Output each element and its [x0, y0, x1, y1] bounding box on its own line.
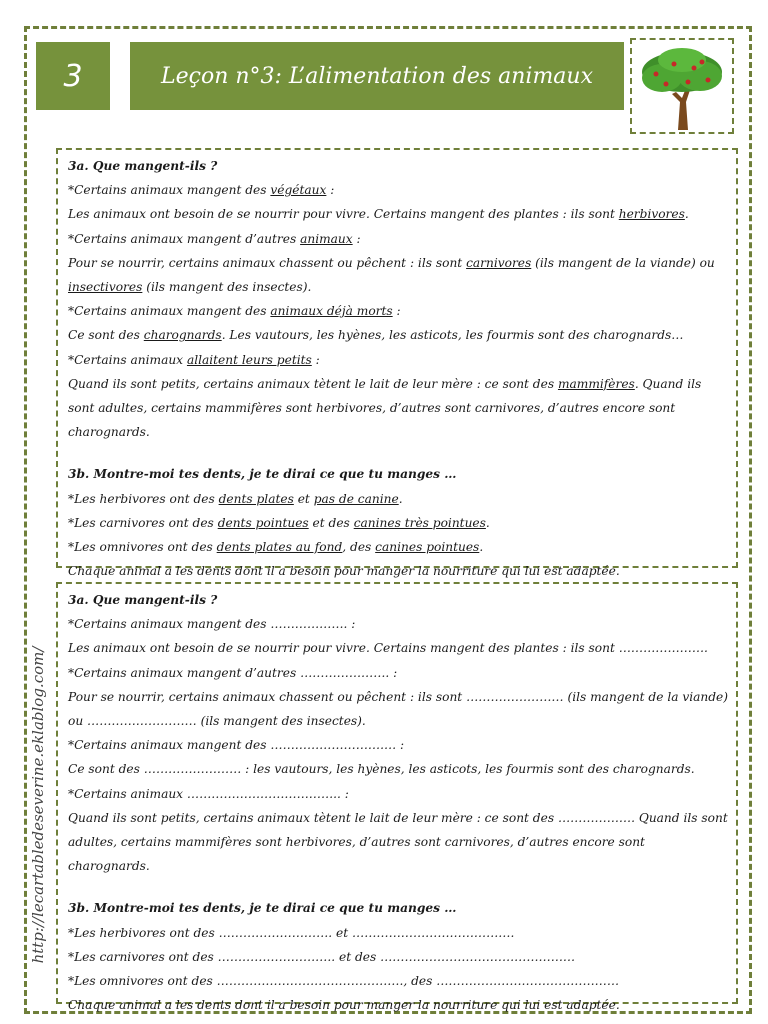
lesson-line-6: Ce sont des charognards. Les vautours, les hyènes, les asticots, les fourmis sont des charognards… [68, 328, 684, 343]
lesson-teeth-line-1: *Les herbivores ont des dents plates et pas de canine. [68, 491, 403, 506]
lesson-line-3: *Certains animaux mangent d’autres animaux : [68, 231, 361, 246]
exercise-panel [56, 582, 738, 1013]
exercise-teeth-line-1: *Les herbivores ont des ………………………. et …………………………………. [68, 925, 515, 940]
lesson-line-1: *Certains animaux mangent des végétaux : [68, 183, 335, 198]
apple-tree-icon [636, 44, 728, 130]
exercise-line-6: Ce sont des …………………… : les vautours, les hyènes, les asticots, les fourmis sont des charognards. [68, 762, 695, 777]
lesson-panel [56, 148, 738, 579]
exercise-line-4: Pour se nourrir, certains animaux chassent ou pêchent : ils sont …………………… (ils mangent de la viande) ou ……………………… (ils mangent des insectes). [68, 689, 729, 729]
lesson-teeth-line-2: *Les carnivores ont des dents pointues et des canines très pointues. [68, 515, 490, 530]
lesson-teeth-line-4: Chaque animal a les dents dont il a besoin pour manger la nourriture qui lui est adaptée. [68, 564, 620, 579]
exercise-line-8: Quand ils sont petits, certains animaux tètent le lait de leur mère : ce sont des ………………. Quand ils sont adultes, certains mammifères sont herbivores, d’autres sont carnivores, d’autres encore sont charognards. [68, 810, 728, 874]
exercise-teeth-line-4: Chaque animal a les dents dont il a besoin pour manger la nourriture qui lui est adaptée. [68, 998, 620, 1013]
exercise-section-b-title: 3b. Montre-moi tes dents, je te dirai ce que tu manges … [68, 901, 457, 916]
lesson-line-5: *Certains animaux mangent des animaux déjà morts : [68, 304, 401, 319]
lesson-title-text: Leçon n°3: L’alimentation des animaux [161, 63, 593, 89]
lesson-title [130, 42, 624, 110]
exercise-section-a-title: 3a. Que mangent-ils ? [68, 593, 218, 607]
side-url-text: http://lecartabledeseverine.eklablog.com/ [29, 646, 47, 964]
lesson-line-4: Pour se nourrir, certains animaux chassent ou pêchent : ils sont carnivores (ils mangent de la viande) ou insectivores (ils mangent des insectes). [68, 255, 715, 295]
lesson-number-text: 3 [63, 58, 83, 94]
lesson-number [36, 42, 110, 110]
lesson-section-b-title: 3b. Montre-moi tes dents, je te dirai ce que tu manges … [68, 467, 457, 482]
lesson-teeth-line-3: *Les omnivores ont des dents plates au fond, des canines pointues. [68, 540, 484, 555]
tree-illustration [630, 38, 734, 134]
exercise-teeth-line-2: *Les carnivores ont des ……………………….. et des ………………………………………… [68, 949, 576, 964]
lesson-line-8: Quand ils sont petits, certains animaux tètent le lait de leur mère : ce sont des mammifères. Quand ils sont adultes, certains mammifères sont herbivores, d’autres sont carnivores, d’autres encore sont charognards. [68, 376, 702, 440]
exercise-line-3: *Certains animaux mangent d’autres …………………. : [68, 665, 398, 680]
lesson-section-a-title: 3a. Que mangent-ils ? [68, 159, 218, 173]
exercise-line-5: *Certains animaux mangent des ……………………….… : [68, 738, 405, 753]
lesson-line-2: Les animaux ont besoin de se nourrir pour vivre. Certains mangent des plantes : ils sont herbivores. [68, 207, 689, 222]
exercise-line-1: *Certains animaux mangent des ………………. : [68, 617, 356, 632]
exercise-line-2: Les animaux ont besoin de se nourrir pour vivre. Certains mangent des plantes : ils sont …………………. [68, 641, 708, 656]
exercise-teeth-line-3: *Les omnivores ont des ………………………………………., des ……………………………………… [68, 974, 620, 989]
lesson-line-7: *Certains animaux allaitent leurs petits : [68, 352, 320, 367]
exercise-line-7: *Certains animaux ……………………………….. : [68, 786, 349, 801]
